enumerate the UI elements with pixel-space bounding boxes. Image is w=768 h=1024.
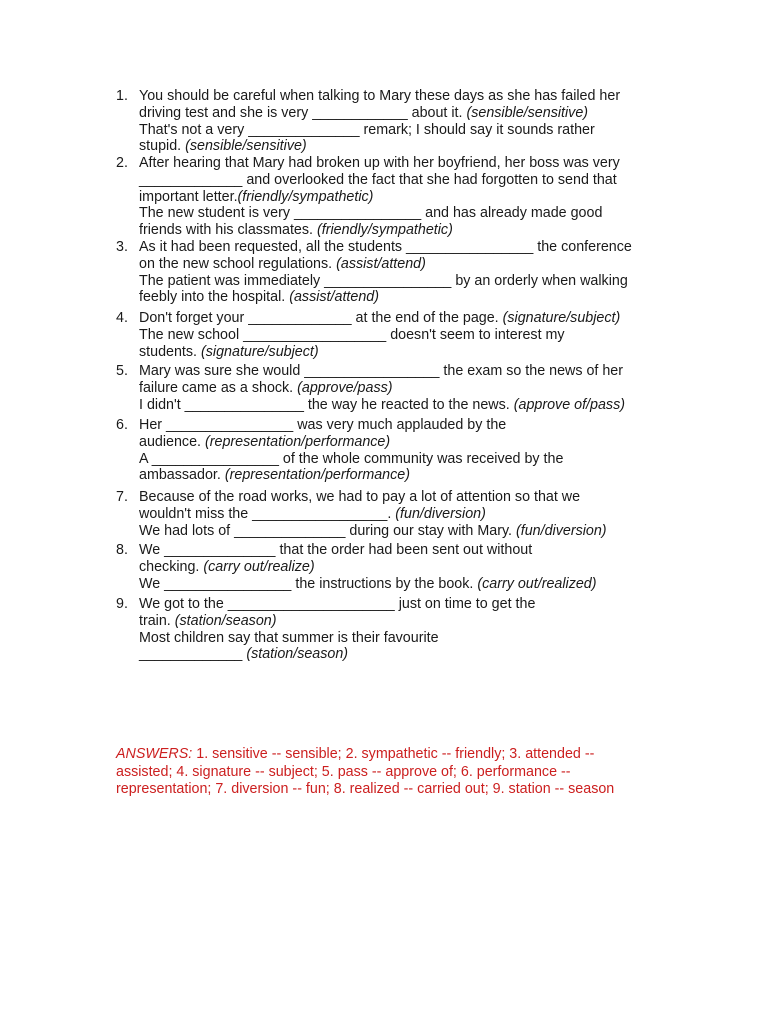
exercise-text: driving test and she is very ____________ about it. (139, 104, 467, 121)
exercise-line (139, 559, 676, 576)
word-hint: (representation/performance) (224, 467, 410, 484)
exercise-text: students. (139, 343, 201, 360)
exercise-text: After hearing that Mary had broken up with her boyfriend, her boss was very (139, 155, 620, 171)
exercise-body (139, 88, 676, 155)
exercise-line (139, 289, 676, 306)
exercise-line (139, 155, 676, 172)
exercise-text: As it had been requested, all the students ________________ the conference (139, 239, 632, 255)
exercise-number: 2. (116, 155, 128, 171)
word-hint: (representation/performance) (204, 433, 391, 450)
word-hint: (station/season) (174, 612, 277, 629)
exercise-body (139, 417, 676, 484)
word-hint: (carry out/realized) (477, 575, 597, 592)
exercise-number: 8. (116, 542, 128, 558)
exercise-line (139, 397, 676, 414)
exercise-text: That's not a very ______________ remark; I should say it sounds rather (139, 121, 595, 138)
exercise-item (116, 542, 676, 592)
exercise-text: wouldn't miss the _________________. (139, 505, 396, 522)
exercise-line (139, 88, 676, 105)
exercise-line (139, 344, 676, 361)
word-hint: (sensible/sensitive) (466, 104, 589, 121)
exercise-item (116, 310, 676, 360)
exercise-text: We ______________ that the order had been sent out without (139, 542, 533, 558)
exercise-text: The new school __________________ doesn't seem to interest my (139, 326, 565, 343)
exercise-text: Her ________________ was very much applauded by the (139, 417, 507, 433)
exercise-item (116, 88, 676, 155)
exercise-line (139, 630, 676, 647)
exercise-text: Don't forget your _____________ at the end of the page. (139, 310, 503, 326)
exercise-line (139, 105, 676, 122)
exercise-body (139, 363, 676, 413)
exercise-text: failure came as a shock. (139, 379, 298, 396)
exercise-body (139, 239, 676, 306)
exercise-text: The new student is very ________________ and has already made good (139, 205, 603, 222)
exercise-text: Most children say that summer is their favourite (139, 629, 439, 646)
exercise-line (139, 256, 676, 273)
exercise-item (116, 239, 676, 306)
exercise-text: ambassador. (139, 467, 225, 484)
exercise-line (139, 467, 676, 484)
exercise-text: We ________________ the instructions by the book. (139, 575, 478, 592)
exercise-number: 5. (116, 363, 128, 379)
exercise-line (139, 542, 676, 559)
exercise-line (139, 506, 676, 523)
answers-line: representation; 7. diversion -- fun; 8. realized -- carried out; 9. station -- season (116, 781, 615, 797)
exercise-line (139, 363, 676, 380)
exercise-text: _____________ (139, 646, 247, 663)
exercise-text: Mary was sure she would _________________ the exam so the news of her (139, 363, 624, 379)
exercise-text: important letter. (139, 188, 238, 205)
exercise-line (139, 596, 676, 613)
exercise-line (139, 523, 676, 540)
exercise-text: on the new school regulations. (139, 255, 337, 272)
exercise-line (139, 489, 676, 506)
exercise-text: The patient was immediately ________________ by an orderly when walking (139, 272, 628, 289)
exercise-line (139, 273, 676, 290)
exercise-number: 3. (116, 239, 128, 255)
answers-line (116, 746, 676, 764)
exercise-body (139, 542, 676, 592)
answers-block (116, 746, 676, 799)
answers-text: 1. sensitive -- sensible; 2. sympathetic -- friendly; 3. attended -- (192, 746, 595, 762)
word-hint: (carry out/realize) (203, 558, 315, 575)
exercise-text: _____________ and overlooked the fact that she had forgotten to send that (139, 171, 617, 188)
exercise-text: You should be careful when talking to Mary these days as she has failed her (139, 88, 621, 104)
exercise-item (116, 155, 676, 239)
exercise-item (116, 363, 676, 413)
answers-line: assisted; 4. signature -- subject; 5. pass -- approve of; 6. performance -- (116, 763, 571, 780)
exercise-body (139, 310, 676, 360)
exercise-line (139, 646, 676, 663)
exercise-text: stupid. (139, 138, 186, 155)
exercise-line (139, 189, 676, 206)
exercise-line (139, 222, 676, 239)
exercise-line (139, 451, 676, 468)
answers-label: ANSWERS: (116, 746, 193, 762)
exercise-line (139, 434, 676, 451)
exercise-line (139, 205, 676, 222)
exercise-line (139, 138, 676, 155)
exercise-body (139, 155, 676, 239)
exercise-line (139, 613, 676, 630)
exercise-text: train. (139, 612, 175, 629)
exercise-body (139, 596, 676, 663)
exercise-text: A ________________ of the whole community was received by the (139, 450, 564, 467)
exercise-text: Because of the road works, we had to pay a lot of attention so that we (139, 489, 581, 505)
exercise-number: 4. (116, 310, 128, 326)
exercise-number: 1. (116, 88, 128, 104)
exercise-text: friends with his classmates. (139, 222, 317, 239)
word-hint: (friendly/sympathetic) (316, 222, 453, 239)
word-hint: (assist/attend) (289, 289, 380, 306)
exercise-body (139, 489, 676, 539)
exercise-number: 7. (116, 489, 128, 505)
word-hint: (sensible/sensitive) (185, 138, 307, 155)
word-hint: (assist/attend) (336, 255, 426, 272)
exercise-line (139, 327, 676, 344)
exercise-item (116, 489, 676, 539)
word-hint: (approve of/pass) (513, 396, 625, 413)
exercise-line (139, 380, 676, 397)
exercise-line (139, 239, 676, 256)
word-hint: (approve/pass) (297, 379, 393, 396)
exercise-text: audience. (139, 433, 205, 450)
exercise-number: 6. (116, 417, 128, 433)
exercise-item (116, 596, 676, 663)
exercise-line (139, 172, 676, 189)
exercise-text: I didn't _______________ the way he reacted to the news. (139, 396, 514, 413)
exercise-item (116, 417, 676, 484)
word-hint: (station/season) (246, 646, 349, 663)
exercise-line (139, 310, 676, 327)
word-hint: (fun/diversion) (395, 505, 486, 522)
word-hint: (signature/subject) (502, 310, 621, 326)
word-hint: (signature/subject) (201, 343, 319, 360)
exercise-text: checking. (139, 558, 204, 575)
word-hint: (friendly/sympathetic) (237, 188, 374, 205)
exercise-text: We got to the _____________________ just on time to get the (139, 596, 536, 612)
exercise-text: feebly into the hospital. (139, 289, 290, 306)
exercise-line (139, 417, 676, 434)
word-hint: (fun/diversion) (515, 522, 607, 539)
exercise-number: 9. (116, 596, 128, 612)
exercise-line (139, 576, 676, 593)
exercise-line (139, 122, 676, 139)
exercise-text: We had lots of ______________ during our stay with Mary. (139, 522, 516, 539)
